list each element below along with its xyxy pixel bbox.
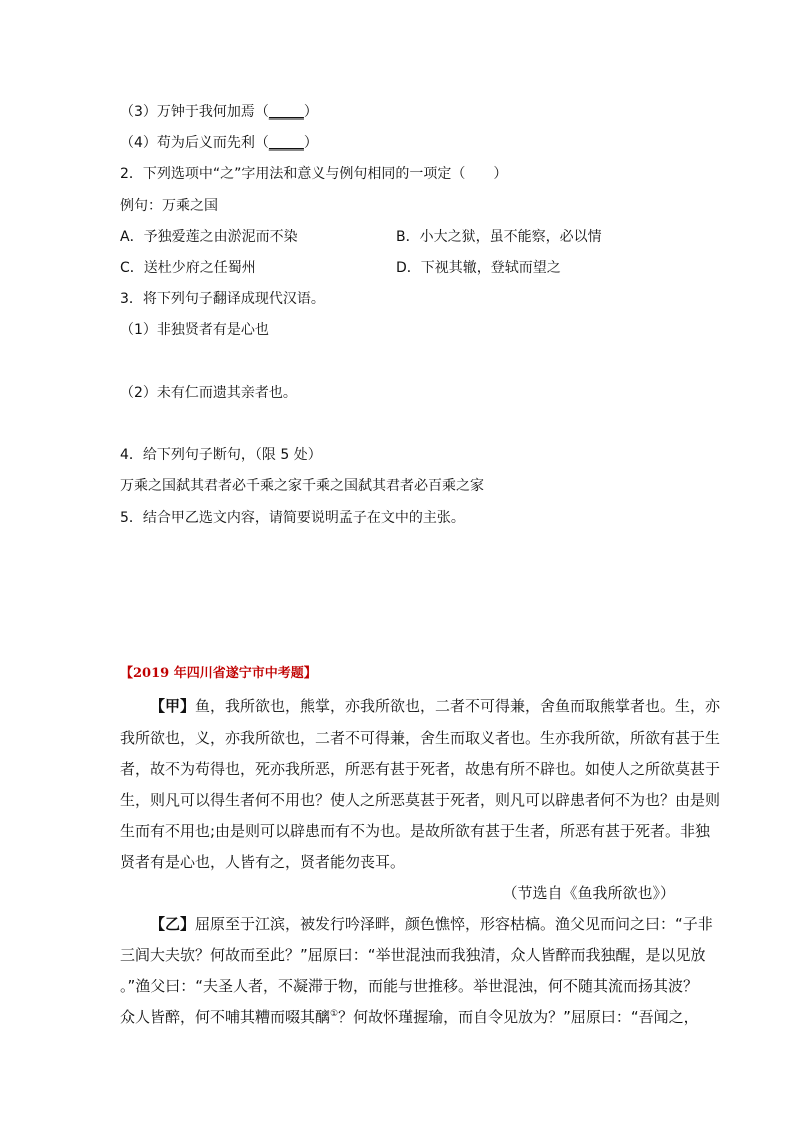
passage-tag: 【甲】 [150, 697, 196, 715]
passage-text: 众人皆醉，何不哺其糟而啜其醨 [120, 1008, 331, 1026]
option-b: B．小大之狱，虽不能察，必以情 [396, 229, 602, 245]
question-text: （3）万钟于我何加焉（ [120, 104, 269, 120]
passage-jia-line: 生，则凡可以得生者何不用也？使人之所恶莫甚于死者，则凡可以辟患者何不为也？由是则 [120, 791, 721, 809]
question-5: 5．结合甲乙选文内容，请简要说明孟子在文中的主张。 [120, 510, 465, 526]
question-1-3 [120, 102, 318, 122]
passage-text: 鱼，我所欲也，熊掌，亦我所欲也，二者不可得兼，舍鱼而取熊掌者也。生，亦 [195, 697, 721, 715]
footnote-marker: ① [330, 1009, 339, 1019]
passage-jia-line [150, 696, 721, 716]
passage-yi-line: 。”渔父曰：“夫圣人者，不凝滞于物，而能与世推移。举世混浊，何不随其流而扬其波？ [120, 977, 699, 995]
passage-yi-line [120, 1007, 699, 1027]
passage-text: 屈原至于江滨，被发行吟泽畔，颜色憔悴，形容枯槁。渔父见而问之曰：“子非 [195, 915, 713, 933]
question-4: 4．给下列句子断句，（限 5 处） [120, 447, 322, 463]
question-text: ） [303, 135, 318, 151]
source-title: 【2019 年四川省遂宁市中考题】 [120, 666, 317, 681]
answer-blank: _____ [268, 104, 304, 120]
question-3-1: （1）非独贤者有是心也 [120, 322, 269, 338]
question-2-example: 例句：万乘之国 [120, 198, 218, 214]
source-note: （节选自《鱼我所欲也》） [502, 884, 675, 902]
passage-jia-line: 我所欲也，义，亦我所欲也，二者不可得兼，舍生而取义者也。生亦我所欲，所欲有甚于生 [120, 729, 721, 747]
question-4-text: 万乘之国弑其君者必千乘之家千乘之国弑其君者必百乘之家 [120, 478, 484, 494]
question-1-4 [120, 133, 318, 153]
question-3-2: （2）未有仁而遗其亲者也。 [120, 385, 297, 401]
answer-blank: _____ [268, 135, 304, 151]
passage-jia-line: 者，故不为苟得也，死亦我所恶，所恶有甚于死者，故患有所不辟也。如使人之所欲莫甚于 [120, 760, 721, 778]
question-2: 2．下列选项中“之”字用法和意义与例句相同的一项定（ ） [120, 166, 508, 182]
passage-yi-line: 三闾大夫欤？何故而至此？”屈原曰：“举世混浊而我独清，众人皆醉而我独醒，是以见放 [120, 946, 706, 964]
question-text: （4）苟为后义而先利（ [120, 135, 269, 151]
option-d: D．下视其辙，登轼而望之 [396, 260, 561, 276]
passage-jia-line: 贤者有是心也，人皆有之，贤者能勿丧耳。 [120, 853, 406, 871]
question-text: ） [303, 104, 318, 120]
passage-text: ？何故怀瑾握瑜，而自令见放为？”屈原曰：“吾闻之， [338, 1008, 699, 1026]
option-c: C．送杜少府之任蜀州 [120, 260, 256, 276]
passage-yi-line [150, 914, 713, 934]
question-3: 3．将下列句子翻译成现代汉语。 [120, 291, 325, 307]
passage-tag: 【乙】 [150, 915, 196, 933]
passage-jia-line: 生而有不用也;由是则可以辟患而有不为也。是故所欲有甚于生者，所恶有甚于死者。非独 [120, 822, 711, 840]
option-a: A．予独爱莲之由淤泥而不染 [120, 229, 298, 245]
